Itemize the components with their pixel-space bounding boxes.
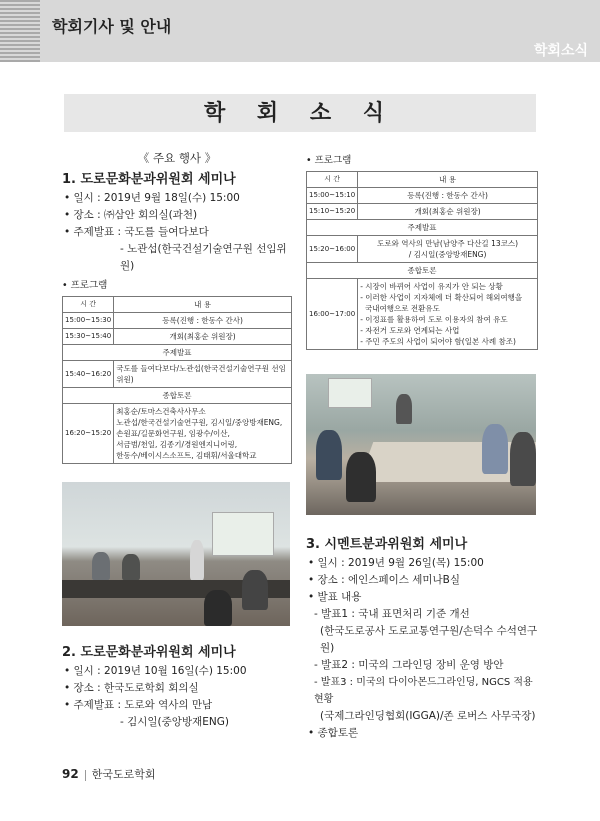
table-row: [63, 329, 292, 345]
table-row: [307, 188, 538, 204]
event-1-heading: 1. 도로문화분과위원회 세미나: [62, 172, 236, 187]
event-2-place: • 장소 : 한국도로학회 회의실: [64, 682, 199, 694]
event-1-place: • 장소 : ㈜삼안 회의실(과천): [64, 209, 198, 221]
event-3-place: • 장소 : 에인스페이스 세미나B실: [308, 574, 461, 586]
table-cell-time: 15:10~15:20: [307, 204, 358, 220]
discussion-line: - 이러한 사업이 지자체에 더 확산되어 해외여행을: [360, 293, 523, 302]
projector-screen: [212, 512, 274, 556]
presentation-item: - 발표1 : 국내 표면처리 기준 개선: [314, 608, 470, 620]
table-cell-section: 종합토론: [307, 263, 538, 279]
table-cell-content-multiline: [358, 236, 538, 263]
table-cell-content: 개회(최홍순 위원장): [358, 204, 538, 220]
discussion-line: - 자전거 도로와 연계되는 사업: [360, 326, 460, 335]
table-head-content: 내 용: [358, 172, 538, 188]
discussion-line: 손원표/길문화연구원, 임광수/이산,: [116, 429, 230, 438]
presentation-item: - 발표3 : 미국의 다이아몬드그라인딩, NGCS 적용 현황: [314, 677, 533, 705]
person-figure: [204, 590, 232, 626]
event-2-block: [62, 640, 292, 731]
table-row: [307, 204, 538, 220]
presentation-item: (국제그라인딩협회(IGGA)/존 로버스 사무국장): [320, 710, 536, 722]
publisher-name: 한국도로학회: [91, 768, 156, 781]
seminar-photo-2: [306, 374, 536, 515]
discussion-line: - 이정표를 활용하여 도로 이용자의 참여 유도: [360, 315, 508, 324]
right-column: [306, 150, 538, 350]
event-2-program-table: [306, 171, 538, 350]
event-2-presenter: - 김시일(중앙방재ENG): [120, 716, 229, 728]
discussion-line: 국내여행으로 전환유도: [360, 304, 440, 313]
content-line: / 김시일(중앙방재ENG): [408, 250, 487, 259]
discussion-line: - 주민 주도의 사업이 되어야 함(일본 사례 참조): [360, 337, 516, 346]
header-stripes: [0, 0, 40, 62]
page-title: 학 회 소 식: [64, 94, 536, 132]
event-2-topic: • 주제발표 : 도로와 역사의 만남: [64, 699, 213, 711]
table-cell-content: 등록(진행 : 한동수 간사): [358, 188, 538, 204]
content-line: 도로와 역사의 만남(남양주 다산길 13코스): [377, 239, 519, 248]
event-2-heading: 2. 도로문화분과위원회 세미나: [62, 645, 236, 660]
person-figure: [122, 554, 140, 580]
table-cell-content: 개회(최홍순 위원장): [114, 329, 292, 345]
event-3-topic: • 발표 내용: [308, 591, 362, 603]
person-figure: [92, 552, 110, 580]
table-cell-time: 16:20~15:20: [63, 404, 114, 464]
event-1-presenter: - 노관섭(한국건설기술연구원 선임위원): [120, 243, 287, 272]
event-3-date: • 일시 : 2019년 9월 26일(목) 15:00: [308, 557, 484, 569]
table-header-row: [63, 297, 292, 313]
section-title: 학회기사 및 안내: [52, 17, 172, 36]
left-column: [62, 150, 292, 464]
discussion-line: 노관섭/한국건설기술연구원, 김시일/중앙방재ENG,: [116, 418, 283, 427]
table-row: [63, 404, 292, 464]
table-cell-section: 주제발표: [307, 220, 538, 236]
table-row: [307, 236, 538, 263]
event-1-program-table: [62, 296, 292, 464]
table-cell-content-multiline: [358, 279, 538, 350]
discussion-line: 최홍순/토마스건축사사무소: [116, 407, 206, 416]
wall-screen: [328, 378, 372, 408]
table-row: [63, 361, 292, 388]
table-cell-time: 15:00~15:30: [63, 313, 114, 329]
table-head-content: 내 용: [114, 297, 292, 313]
page-footer: [62, 766, 155, 782]
section-tag: 학회소식: [533, 43, 588, 59]
person-figure: [190, 540, 204, 580]
table-row: [63, 313, 292, 329]
person-figure: [242, 570, 268, 610]
event-1-topic: • 주제발표 : 국도를 들여다보다: [64, 226, 209, 238]
table-head-time: 시 간: [307, 172, 358, 188]
person-figure: [316, 430, 342, 480]
discussion-line: 한동수/베이시스소프트, 김태휘/서울대학교: [116, 451, 257, 460]
person-figure: [482, 424, 508, 474]
event-3-block: [306, 532, 542, 742]
table-cell-content: 국도를 들여다보다/노관섭(한국건설기술연구원 선임위원): [114, 361, 292, 388]
event-1-date: • 일시 : 2019년 9월 18일(수) 15:00: [64, 192, 240, 204]
presentation-item: (한국도로공사 도로교통연구원/손덕수 수석연구원): [320, 625, 538, 654]
presentation-item: - 발표2 : 미국의 그라인딩 장비 운영 방안: [314, 659, 504, 671]
table-head-time: 시 간: [63, 297, 114, 313]
discussion-line: 서금범/천일, 김종기/경원엔지니어링,: [116, 440, 238, 449]
subtitle-major-events: 《 주요 행사 》: [137, 151, 217, 165]
event-3-heading: 3. 시멘트분과위원회 세미나: [306, 537, 468, 552]
table-cell-time: 15:40~16:20: [63, 361, 114, 388]
table-cell-time: 15:00~15:10: [307, 188, 358, 204]
event-1-program-label: • 프로그램: [62, 280, 108, 291]
table-header-row: [307, 172, 538, 188]
table-cell-time: 15:20~16:00: [307, 236, 358, 263]
person-figure: [346, 452, 376, 502]
event-2-program-label: • 프로그램: [306, 155, 352, 166]
table-row: [307, 279, 538, 350]
table-cell-time: 16:00~17:00: [307, 279, 358, 350]
table-cell-content-multiline: [114, 404, 292, 464]
table-row: [307, 263, 538, 279]
footer-divider: [85, 770, 86, 781]
page-number: 92: [62, 767, 79, 781]
table-cell-time: 15:30~15:40: [63, 329, 114, 345]
table-cell-section: 주제발표: [63, 345, 292, 361]
table-cell-section: 종합토론: [63, 388, 292, 404]
event-2-date: • 일시 : 2019년 10월 16일(수) 15:00: [64, 665, 247, 677]
table-row: [63, 388, 292, 404]
seminar-photo-1: [62, 482, 290, 626]
table-row: [307, 220, 538, 236]
table-cell-content: 등록(진행 : 한동수 간사): [114, 313, 292, 329]
person-figure: [510, 432, 536, 486]
person-figure: [396, 394, 412, 424]
discussion-line: - 시장이 바뀌어 사업이 유지가 안 되는 상황: [360, 282, 503, 291]
event-3-discussion: • 종합토론: [308, 727, 359, 739]
table-row: [63, 345, 292, 361]
page-header: [0, 0, 600, 62]
